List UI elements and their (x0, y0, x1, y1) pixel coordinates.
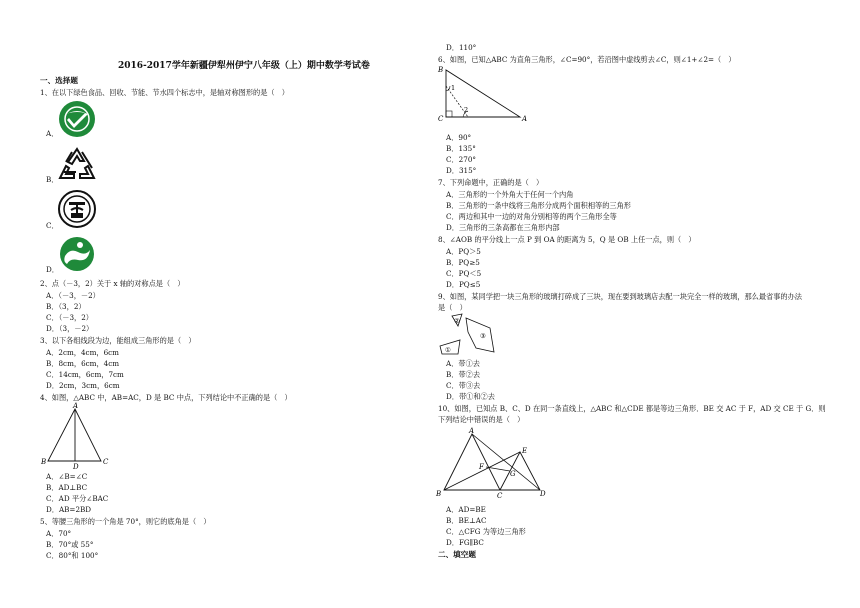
q8-option-d: D．PQ≤5 (446, 280, 481, 289)
q10-label-c: C (497, 492, 503, 500)
q7-option-b: B．三角形的一条中线将三角形分成两个面积相等的三角形 (446, 201, 631, 210)
q6-option-b: B．135° (446, 144, 476, 153)
q10-label-d: D (540, 490, 546, 498)
q6-label-2: 2 (464, 106, 469, 114)
q9-stem: 9、如图，某同学把一块三角形的玻璃打碎成了三块，现在要到玻璃店去配一块完全一样的玻璃，那么最省事的办法 (438, 292, 802, 301)
q1-option-b: B． (46, 175, 59, 184)
q4-option-d: D．AB=2BD (46, 505, 92, 514)
q10-option-c: C．△CFG 为等边三角形 (446, 527, 526, 536)
q3-stem: 3、以下各组线段为边，能组成三角形的是（ ） (40, 336, 196, 345)
q4-option-a: A．∠B=∠C (46, 472, 88, 481)
q6-label-1: 1 (451, 84, 456, 92)
q10-triangle-cde (500, 452, 540, 490)
q10-label-a: A (469, 427, 475, 435)
q9-stem-cont: 是（ ） (438, 303, 467, 312)
q8-option-a: A．PQ＞5 (446, 247, 481, 256)
q4-label-b: B (41, 458, 47, 466)
q1-stem: 1、在以下绿色食品、回收、节能、节水四个标志中，是轴对称图形的是（ ） (40, 88, 289, 97)
q10-label-f: F (479, 463, 484, 471)
q4-label-d: D (73, 463, 79, 471)
q6-stem: 6、如图，已知△ABC 为直角三角形，∠C=90°，若沿图中虚线剪去∠C，则∠1+∠2=（ ） (438, 55, 736, 64)
q10-option-b: B．BE⊥AC (446, 516, 487, 525)
q10-stem-cont: 下列结论中错误的是（ ） (438, 415, 525, 424)
water-saving-logo (58, 236, 96, 272)
q10-label-g: G (510, 470, 516, 478)
q3-option-c: C．14cm，6cm，7cm (46, 370, 124, 379)
q7-option-d: D．三角形的三条高都在三角形内部 (446, 223, 560, 232)
q8-option-b: B．PQ≥5 (446, 258, 480, 267)
q6-right-angle-mark (446, 111, 452, 117)
q2-option-c: C．（－3，2） (46, 313, 93, 322)
q9-label-3: ③ (480, 332, 486, 340)
q10-triangle-abc (444, 434, 500, 490)
q10-stem: 10、如图，已知点 B、C、D 在同一条直线上，△ABC 和△CDE 都是等边三角形．BE 交 AC 于 F，AD 交 CE 于 G．则 (438, 404, 826, 413)
energy-saving-logo (58, 190, 96, 228)
q1-option-c: C． (46, 221, 59, 230)
q10-option-a: A．AD=BE (446, 505, 486, 514)
q3-option-a: A．2cm，4cm，6cm (46, 348, 119, 357)
q7-option-c: C．两边和其中一边的对角分别相等的两个三角形全等 (446, 212, 617, 221)
q9-label-1: ① (445, 346, 451, 354)
q4-triangle (48, 409, 101, 461)
q2-stem: 2、点（－3，2）关于 x 轴的对称点是（ ） (40, 279, 185, 288)
q5-stem: 5、等腰三角形的一个角是 70°，则它的底角是（ ） (40, 517, 211, 526)
q9-glass-pieces-figure (438, 310, 498, 356)
section-choice-heading: 一、选择题 (40, 76, 78, 85)
q9-option-d: D．带①和②去 (446, 392, 495, 401)
q6-label-c: C (438, 115, 444, 123)
q4-label-a: A (73, 402, 79, 410)
q8-option-c: C．PQ＜5 (446, 269, 482, 278)
q3-option-b: B．8cm，6cm，4cm (46, 359, 120, 368)
q2-option-b: B．（3，2） (46, 302, 86, 311)
q1-option-d: D． (46, 265, 59, 274)
q10-label-e: E (522, 447, 528, 455)
q5-option-d: D．110° (446, 43, 477, 52)
q8-stem: 8、∠AOB 的平分线上一点 P 到 OA 的距离为 5，Q 是 OB 上任一点，则（ ） (438, 235, 696, 244)
q6-right-triangle-figure (436, 64, 536, 126)
q2-option-a: A．（－3，－2） (46, 291, 100, 300)
q9-option-a: A．带①去 (446, 359, 480, 368)
q9-option-b: B．带②去 (446, 370, 481, 379)
q4-stem: 4、如图，△ABC 中，AB=AC，D 是 BC 中点，下列结论中不正确的是（ ） (40, 393, 292, 402)
q4-option-b: B．AD⊥BC (46, 483, 88, 492)
q1-option-a: A． (46, 129, 59, 138)
q5-option-c: C．80°和 100° (46, 551, 99, 560)
q9-option-c: C．带③去 (446, 381, 481, 390)
recycle-logo (58, 146, 96, 182)
q6-label-b: B (438, 66, 444, 74)
q7-option-a: A．三角形的一个外角大于任何一个内角 (446, 190, 574, 199)
q6-option-d: D．315° (446, 166, 477, 175)
q10-label-b: B (436, 490, 442, 498)
q5-option-b: B．70°或 55° (46, 540, 94, 549)
green-food-logo (58, 100, 96, 138)
q7-stem: 7、下列命题中，正确的是（ ） (438, 178, 544, 187)
q4-option-c: C．AD 平分∠BAC (46, 494, 109, 503)
q10-segment-ad (472, 434, 540, 490)
q6-option-a: A．90° (446, 133, 472, 142)
q6-triangle (446, 70, 520, 117)
q4-label-c: C (103, 458, 109, 466)
q9-label-2: ② (454, 317, 460, 325)
q2-option-d: D．（3，－2） (46, 324, 94, 333)
q6-label-a: A (522, 115, 528, 123)
page-title: 2016-2017学年新疆伊犁州伊宁八年级（上）期中数学考试卷 (118, 61, 370, 71)
q5-option-a: A．70° (46, 529, 72, 538)
q4-triangle-figure (40, 404, 110, 470)
q10-option-d: D．FG∥BC (446, 538, 484, 547)
q6-option-c: C．270° (446, 155, 476, 164)
q10-equilateral-figure (436, 426, 552, 500)
q3-option-d: D．2cm，3cm，6cm (46, 381, 120, 390)
section-fill-heading: 二、填空题 (438, 550, 476, 559)
